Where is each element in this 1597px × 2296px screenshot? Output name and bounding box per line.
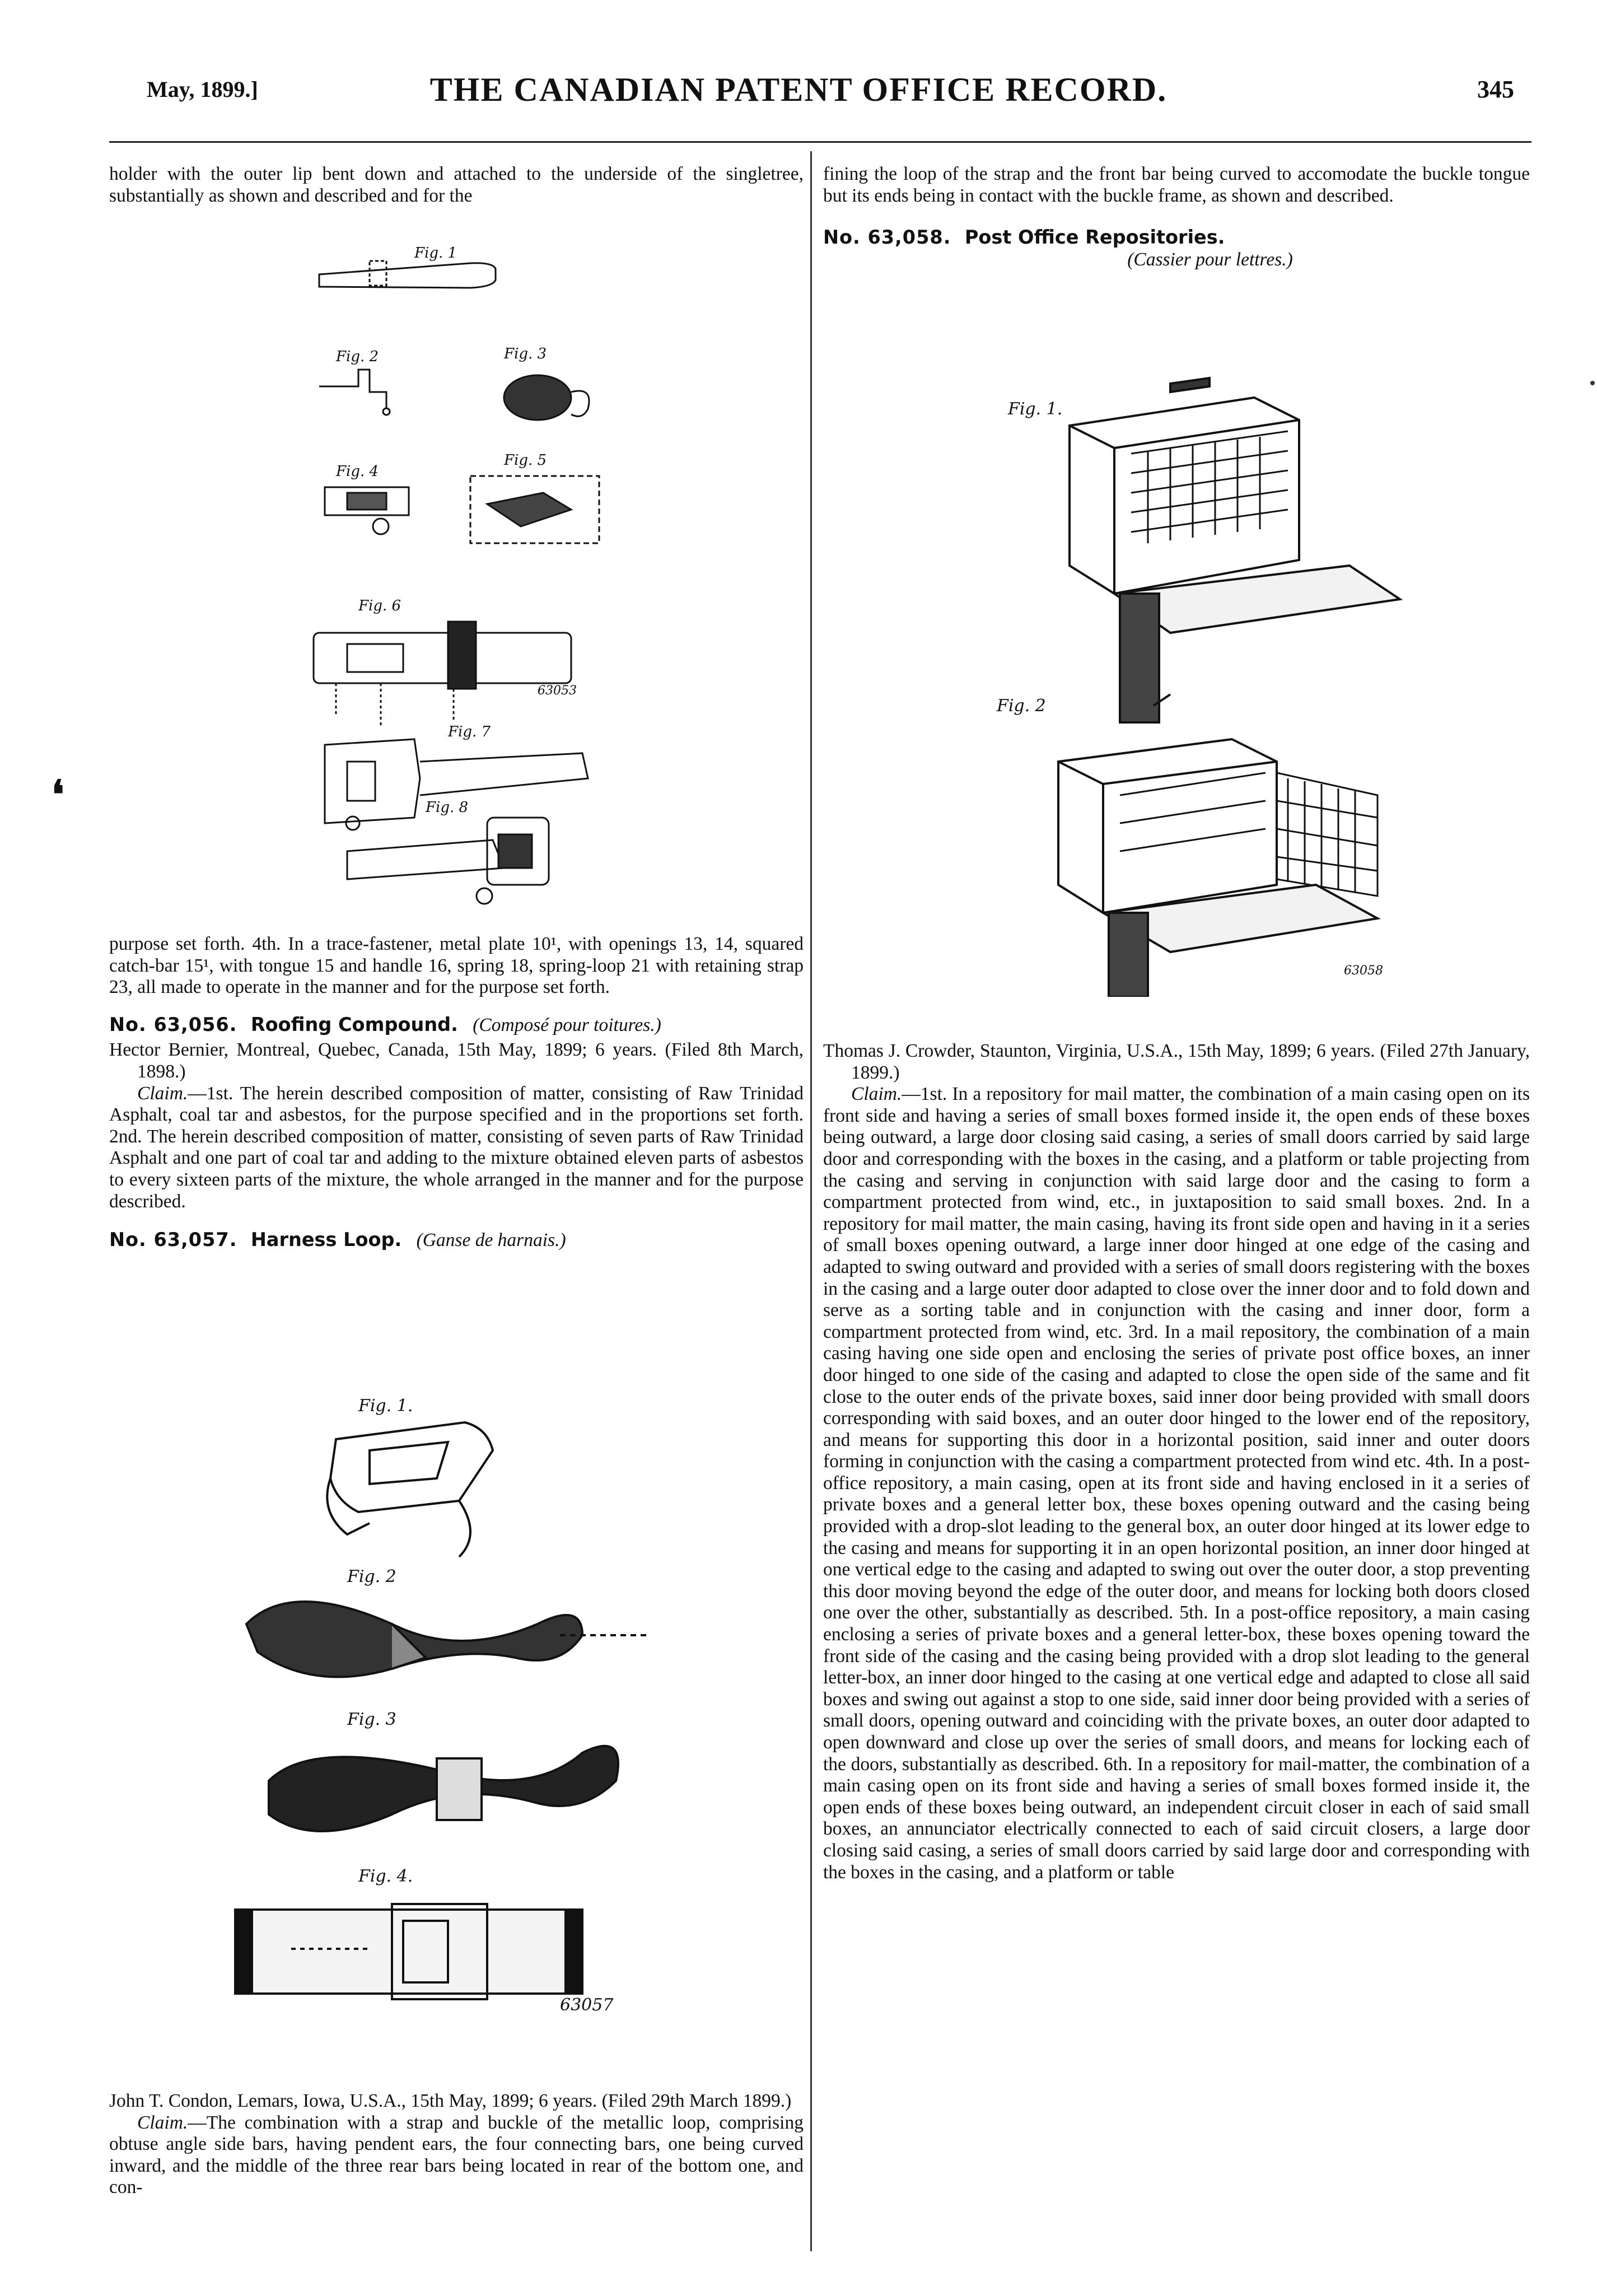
patent-french-title: (Ganse de harnais.) <box>416 1230 566 1251</box>
left-top-text: holder with the outer lip bent down and attached to the underside of the singletree, substantially as shown and described and for the <box>109 164 804 206</box>
patent-heading <box>823 227 1530 249</box>
patent-title: Harness Loop. <box>250 1229 402 1251</box>
patent-title: Post Office Repositories. <box>964 226 1225 249</box>
claim-text: —The combination with a strap and buckle of the metallic loop, comprising obtuse angle side bars, having pendent ears, the four connecting bars, one being curved inward, and the middle of the three rear bars being located in rear of the bottom one, and con- <box>109 2112 804 2198</box>
patent-heading <box>109 1014 804 1037</box>
patent-heading <box>109 1229 804 1252</box>
patent-claim <box>823 1084 1530 1883</box>
stray-dot <box>1590 381 1595 385</box>
harness-loop-drawing <box>224 1389 717 2016</box>
printing-mark: ❛ <box>52 774 64 817</box>
continuation-text: purpose set forth. 4th. In a trace-fastener, metal plate 10¹, with openings 13, 14, squared catch-bar 15¹, with tongue 15 and handle 16, spring 18, spring-loop 21 with retaining strap 23, all made to operate in the manner and for the purpose set forth. <box>109 934 804 998</box>
figure-label: Fig. 1. <box>358 1396 413 1416</box>
right-claim-block <box>823 1040 1530 1883</box>
left-patents-block <box>109 934 804 1252</box>
figure-label: Fig. 4. <box>358 1866 413 1886</box>
figure-label: Fig. 3 <box>347 1710 396 1729</box>
left-bottom-block <box>109 2090 804 2199</box>
claim-label: Claim. <box>137 1082 188 1104</box>
figure-label: Fig. 3 <box>504 346 547 362</box>
patent-inventor: Hector Bernier, Montreal, Quebec, Canada, 15th May, 1899; 6 years. (Filed 8th March, 1898.) <box>109 1039 804 1082</box>
harness-loop-figure <box>224 1389 717 2016</box>
figure-label: Fig. 7 <box>448 724 491 740</box>
column-divider <box>810 151 812 2251</box>
patent-number: No. 63,058. <box>823 226 951 249</box>
patent-inventor: John T. Condon, Lemars, Iowa, U.S.A., 15th May, 1899; 6 years. (Filed 29th March 1899.) <box>109 2090 792 2111</box>
figure-label: Fig. 2 <box>997 696 1046 716</box>
repository-drawing <box>986 358 1411 997</box>
patent-french-title: (Cassier pour lettres.) <box>1127 249 1293 270</box>
claim-text: —1st. The herein described composition of matter, consisting of Raw Trinidad Asphalt, coal tar and asbestos, for the purpose specified and in the proportions set forth. 2nd. The herein described composition of matter, consisting of seven parts of Raw Trinidad Asphalt and one part of coal tar and adding to the mixture obtained eleven parts of asbestos to every sixteen parts of the mixture, the whole arranged in the manner and for the purpose described. <box>109 1082 804 1212</box>
patent-mark: 63053 <box>538 684 577 698</box>
right-top-block <box>823 164 1530 270</box>
figure-label: Fig. 8 <box>426 799 469 816</box>
figure-label: Fig. 6 <box>358 598 401 614</box>
patent-mark: 63057 <box>560 1995 614 2015</box>
figure-label: Fig. 1. <box>1008 399 1063 419</box>
post-office-repository-figure <box>986 358 1411 997</box>
figure-label: Fig. 5 <box>504 452 547 469</box>
patent-title: Roofing Compound. <box>250 1013 458 1035</box>
patent-inventor: Thomas J. Crowder, Staunton, Virginia, U.S.A., 15th May, 1899; 6 years. (Filed 27th January, 1899.) <box>823 1040 1530 1083</box>
figure-label: Fig. 2 <box>336 348 379 365</box>
claim-label: Claim. <box>137 2112 188 2133</box>
trace-fastener-figure <box>302 241 616 907</box>
claim-text: —1st. In a repository for mail matter, the combination of a main casing open on its front side and having a series of small boxes formed inside it, the open ends of these boxes being outward, a large door closing said casing, a series of small doors carried by said large door and corresponding with the boxes in the casing, and a platform or table projecting from the casing and serving in conjunction with said large door and the casing to form a compartment protected from wind, etc., in juxtaposition to said small boxes. 2nd. In a repository for mail matter, the main casing, having its front side open and having in it a series of small boxes opening outward, a large inner door hinged at one edge of the casing and adapted to swing outward and provided with a series of small doors registering with the boxes in the casing and a large outer door adapted to close over the inner door and to fold down and serve as a sorting table and in conjunction with the casing and inner door, form a compartment protected from wind, etc. 3rd. In a mail repository, the combination of a main casing having one side open and enclosing the series of private post office boxes, an inner door hinged to one side of the casing and adapted to close the open side of the same and fit close to the outer ends of the private boxes, said inner door being provided with small doors corresponding with said boxes, and an outer door hinged to the lower end of the repository, and means for supporting this door in a horizontal position, said inner and outer doors forming in conjunction with the casing a compartment protected from wind etc. 4th. In a post-office repository, a main casing, open at its front side and having enclosed in it a series of private boxes and a general letter box, these boxes opening outward and the casing being provided with a drop-slot leading to the general box, an outer door hinged at its lower edge to the casing and means for supporting it in an open horizontal position, an inner door hinged at one vertical edge to the casing and adapted to swing out over the outer door, a stop preventing this door moving beyond the edge of the outer door, and means for locking both doors closed one over the other, substantially as described. 5th. In a post-office repository, a main casing enclosing a series of private boxes and a general letter-box, these boxes opening toward the front side of the casing and the casing being provided with a drop slot leading to the general letter-box, an inner door hinged to the casing at one vertical edge and adapted to close all said boxes and swing out against a stop to one side, said inner door being provided with a series of small doors, opening outward and coinciding with the private boxes, an outer door adapted to open downward and close up over the series of small doors, and means for locking each of the doors, substantially as described. 6th. In a repository for mail-matter, the combination of a main casing open on its front side and having a series of small boxes formed inside it, the open ends of these boxes being outward, an independent circuit closer in each of said small boxes, an annunciator electrically connected to each of said circuit closers, a large door closing said casing, a series of small doors carried by said large door and corresponding with the boxes in the casing, and a platform or table <box>823 1084 1530 1883</box>
patent-number: No. 63,056. <box>109 1013 237 1035</box>
patent-claim <box>109 1083 804 1213</box>
page-number: 345 <box>1477 76 1514 103</box>
figure-label: Fig. 1 <box>414 245 457 262</box>
issue-date: May, 1899.] <box>147 77 258 102</box>
trace-fastener-drawing <box>302 241 616 907</box>
left-top-text-block <box>109 164 804 207</box>
patent-french-title: (Composé pour toitures.) <box>473 1014 661 1035</box>
figure-label: Fig. 4 <box>336 463 379 480</box>
patent-claim <box>109 2112 804 2199</box>
page-header <box>0 71 1597 110</box>
patent-mark: 63058 <box>1344 964 1383 978</box>
patent-number: No. 63,057. <box>109 1229 237 1251</box>
publication-title: THE CANADIAN PATENT OFFICE RECORD. <box>429 71 1168 108</box>
claim-label: Claim. <box>851 1084 902 1105</box>
header-rule <box>109 141 1531 143</box>
right-top-text: fining the loop of the strap and the front bar being curved to accomodate the buckle tongue but its ends being in contact with the buckle frame, as shown and described. <box>823 164 1530 206</box>
figure-label: Fig. 2 <box>347 1567 396 1586</box>
